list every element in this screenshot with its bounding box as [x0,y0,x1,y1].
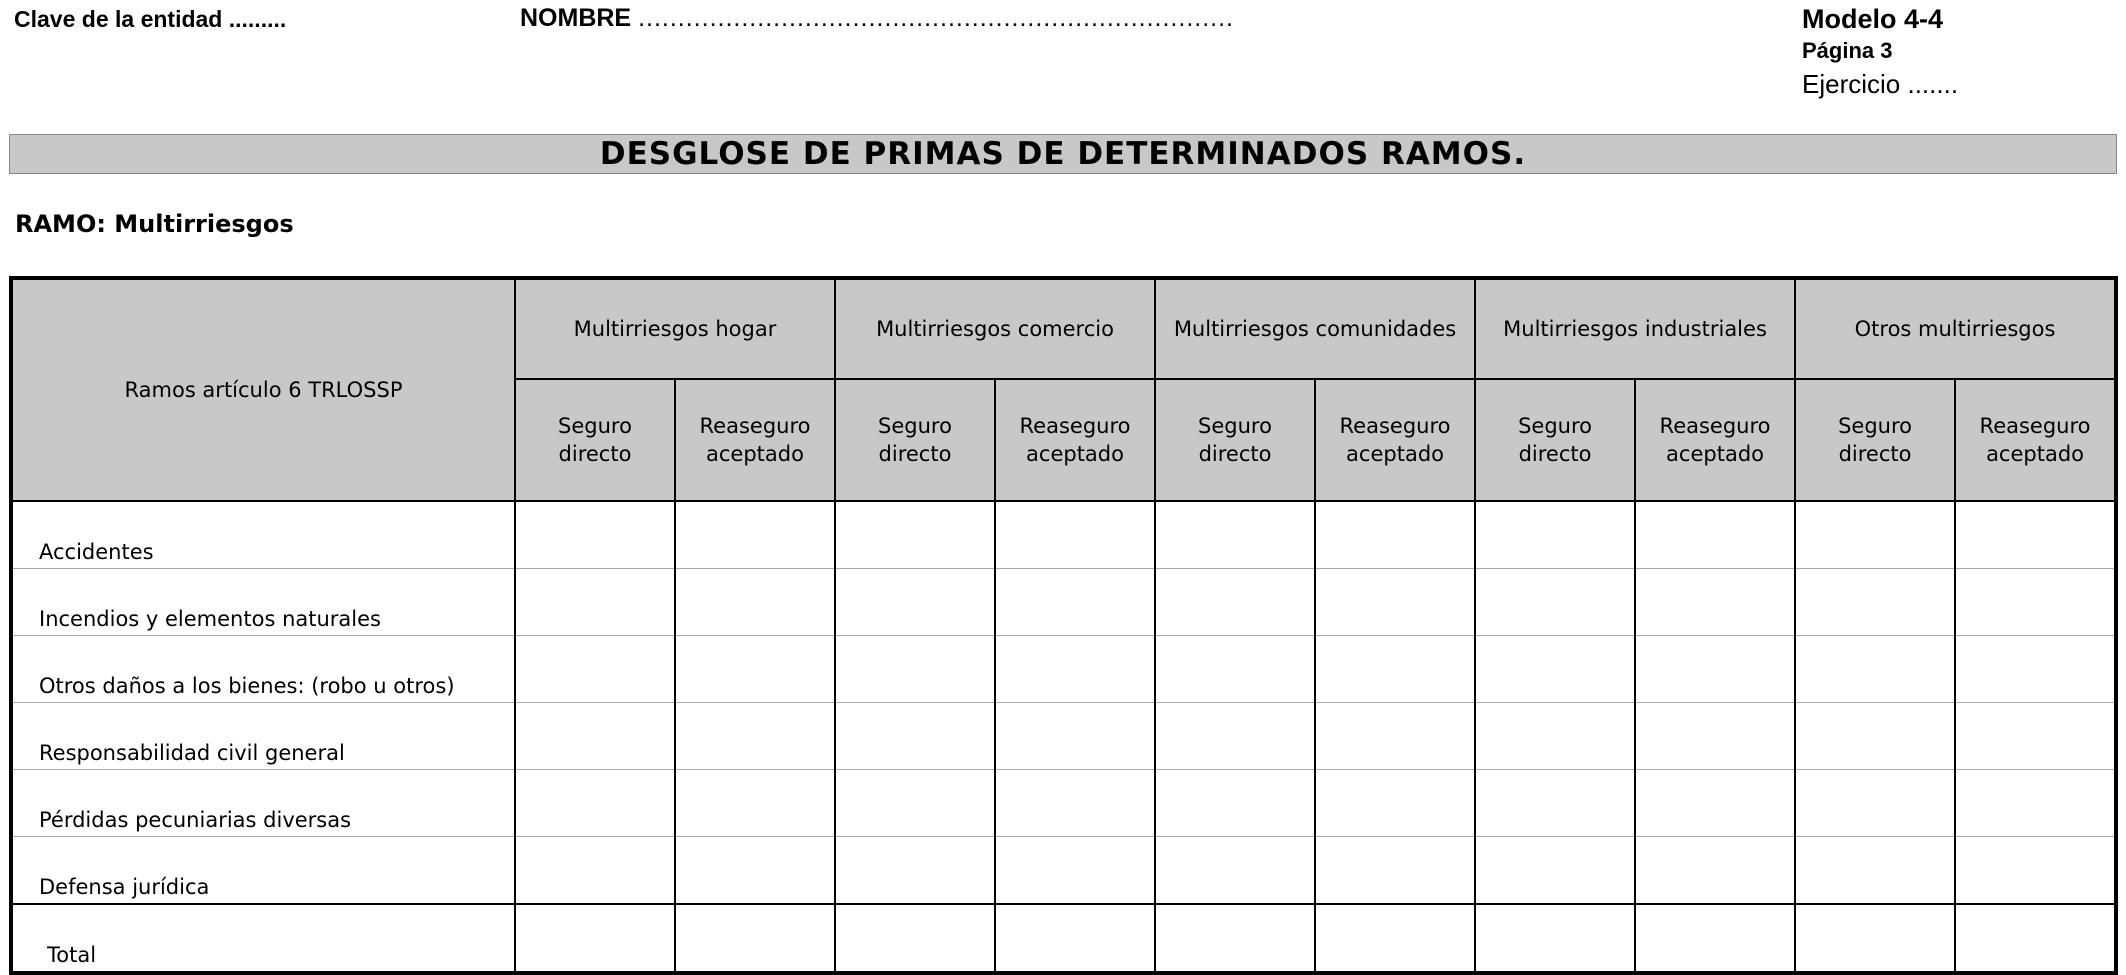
value-cell[interactable] [1155,569,1315,636]
value-cell[interactable] [1795,770,1955,837]
value-cell[interactable] [1635,837,1795,905]
value-cell[interactable] [995,703,1155,770]
nombre-dots: ........................................................................... [638,4,1234,32]
ramos-column-header: Ramos artículo 6 TRLOSSP [11,278,515,501]
row-label: Accidentes [11,501,515,569]
row-label: Incendios y elementos naturales [11,569,515,636]
group-header-industriales: Multirriesgos industriales [1475,278,1795,379]
value-cell[interactable] [675,837,835,905]
value-cell[interactable] [675,904,835,973]
value-cell[interactable] [1475,501,1635,569]
sub-header-line: directo [1838,442,1912,466]
table-row [11,501,2116,569]
value-cell[interactable] [1955,501,2116,569]
sub-header-seguro-directo [835,379,995,501]
value-cell[interactable] [1795,837,1955,905]
value-cell[interactable] [1795,569,1955,636]
value-cell[interactable] [835,703,995,770]
value-cell[interactable] [515,636,675,703]
sub-header-seguro-directo [1155,379,1315,501]
group-header-otros: Otros multirriesgos [1795,278,2116,379]
sub-header-line: Seguro [1838,414,1912,438]
sub-header-line: Reaseguro [1019,414,1131,438]
sub-header-reaseguro-aceptado [1955,379,2116,501]
group-header-hogar: Multirriesgos hogar [515,278,835,379]
sub-header-line: Seguro [1518,414,1592,438]
value-cell[interactable] [835,636,995,703]
value-cell[interactable] [675,703,835,770]
value-cell[interactable] [1795,636,1955,703]
value-cell[interactable] [835,904,995,973]
value-cell[interactable] [1475,703,1635,770]
value-cell[interactable] [675,501,835,569]
value-cell[interactable] [1475,770,1635,837]
sub-header-line: Reaseguro [1979,414,2091,438]
sub-header-line: aceptado [1346,442,1444,466]
sub-header-line: directo [558,442,632,466]
value-cell[interactable] [995,501,1155,569]
value-cell[interactable] [515,837,675,905]
row-label: Total [11,904,515,973]
value-cell[interactable] [1155,501,1315,569]
value-cell[interactable] [1475,569,1635,636]
value-cell[interactable] [995,904,1155,973]
sub-header-seguro-directo [1795,379,1955,501]
sub-header-reaseguro-aceptado [675,379,835,501]
value-cell[interactable] [515,770,675,837]
value-cell[interactable] [1155,770,1315,837]
sub-header-line: Reaseguro [1659,414,1771,438]
value-cell[interactable] [1475,904,1635,973]
group-header-comercio: Multirriesgos comercio [835,278,1155,379]
sub-header-seguro-directo [515,379,675,501]
value-cell[interactable] [1955,703,2116,770]
sub-header-line: aceptado [1666,442,1764,466]
value-cell[interactable] [1315,636,1475,703]
row-label: Responsabilidad civil general [11,703,515,770]
table-row [11,703,2116,770]
value-cell[interactable] [1315,501,1475,569]
value-cell[interactable] [1315,904,1475,973]
table-row [11,569,2116,636]
value-cell[interactable] [1155,703,1315,770]
value-cell[interactable] [1955,569,2116,636]
value-cell[interactable] [995,837,1155,905]
value-cell[interactable] [1155,636,1315,703]
value-cell[interactable] [995,636,1155,703]
sub-header-line: aceptado [1986,442,2085,466]
value-cell[interactable] [1635,636,1795,703]
pagina-label: Página 3 [1802,38,1893,63]
value-cell[interactable] [1635,770,1795,837]
form-meta [1802,3,1958,101]
value-cell[interactable] [1955,837,2116,905]
value-cell[interactable] [1155,837,1315,905]
value-cell[interactable] [1315,837,1475,905]
ejercicio-label: Ejercicio ....... [1802,69,1959,99]
sub-header-line: directo [878,442,952,466]
sub-header-line: Reaseguro [699,414,811,438]
value-cell[interactable] [515,569,675,636]
value-cell[interactable] [1635,569,1795,636]
value-cell[interactable] [1955,770,2116,837]
value-cell[interactable] [675,569,835,636]
value-cell[interactable] [515,703,675,770]
ramo-label: RAMO: Multirriesgos [15,210,294,238]
table-row [11,770,2116,837]
value-cell[interactable] [995,569,1155,636]
value-cell[interactable] [995,770,1155,837]
value-cell[interactable] [1475,837,1635,905]
value-cell[interactable] [1795,501,1955,569]
nombre-label: NOMBRE [520,4,632,32]
value-cell[interactable] [1635,501,1795,569]
sub-header-line: directo [1518,442,1592,466]
sub-header-line: directo [1198,442,1272,466]
value-cell[interactable] [1795,703,1955,770]
sub-header-line: aceptado [1026,442,1124,466]
row-label: Pérdidas pecuniarias diversas [11,770,515,837]
value-cell[interactable] [1315,770,1475,837]
value-cell[interactable] [1635,904,1795,973]
value-cell[interactable] [1315,703,1475,770]
value-cell[interactable] [1475,636,1635,703]
value-cell[interactable] [1635,703,1795,770]
value-cell[interactable] [1955,904,2116,973]
sub-header-line: Reaseguro [1339,414,1451,438]
value-cell[interactable] [515,904,675,973]
table-row [11,837,2116,905]
value-cell[interactable] [1155,904,1315,973]
value-cell[interactable] [835,837,995,905]
sub-header-reaseguro-aceptado [995,379,1155,501]
modelo-label: Modelo 4-4 [1802,4,1944,34]
sub-header-line: aceptado [706,442,804,466]
value-cell[interactable] [835,569,995,636]
sub-header-reaseguro-aceptado [1635,379,1795,501]
value-cell[interactable] [515,501,675,569]
value-cell[interactable] [1315,569,1475,636]
value-cell[interactable] [675,770,835,837]
value-cell[interactable] [1955,636,2116,703]
sub-header-line: Seguro [1198,414,1272,438]
row-label: Otros daños a los bienes: (robo u otros) [11,636,515,703]
group-header-comunidades: Multirriesgos comunidades [1155,278,1475,379]
sub-header-line: Seguro [878,414,952,438]
sub-header-seguro-directo [1475,379,1635,501]
value-cell[interactable] [835,501,995,569]
table-row [11,904,2116,973]
value-cell[interactable] [1795,904,1955,973]
sub-header-reaseguro-aceptado [1315,379,1475,501]
table-body [11,501,2116,973]
nombre-field [520,4,1234,33]
value-cell[interactable] [835,770,995,837]
value-cell[interactable] [675,636,835,703]
clave-entidad: Clave de la entidad ......... [14,6,287,32]
sub-header-line: Seguro [558,414,632,438]
page-title: DESGLOSE DE PRIMAS DE DETERMINADOS RAMOS. [9,134,2117,174]
table-row [11,636,2116,703]
row-label: Defensa jurídica [11,837,515,905]
premium-breakdown-table [9,276,2118,975]
